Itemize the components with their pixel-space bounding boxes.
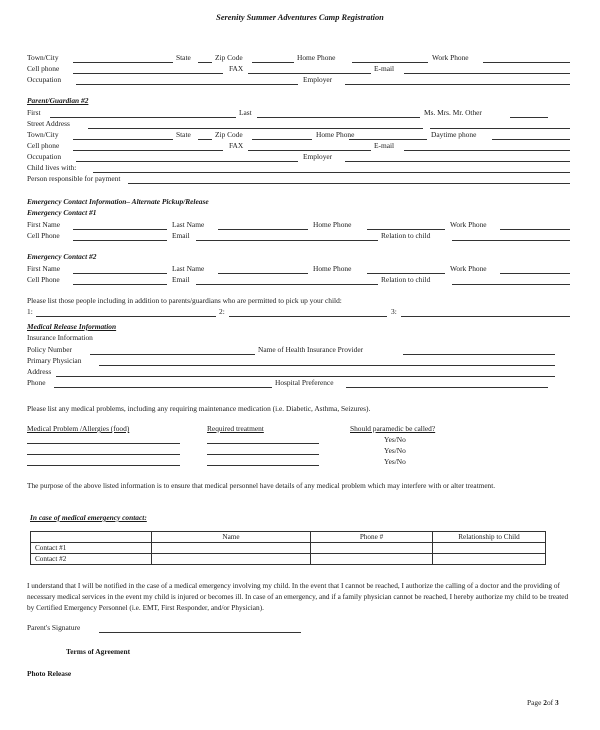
pickup-1-field[interactable]: [36, 316, 216, 317]
c2-cell-field[interactable]: [73, 284, 167, 285]
page-number: [527, 698, 559, 708]
page-current: 2: [543, 698, 547, 707]
table-cell[interactable]: [311, 554, 433, 565]
c2-email-label: Email: [172, 275, 190, 284]
table-cell[interactable]: [433, 554, 546, 565]
g2-town-field[interactable]: [73, 139, 173, 140]
cell-field[interactable]: [73, 73, 223, 74]
c1-relation-label: Relation to child: [381, 231, 431, 240]
g2-first-field[interactable]: [50, 117, 236, 118]
g2-honorifics: Ms. Mrs. Mr. Other: [424, 108, 482, 117]
page-of: of: [546, 698, 554, 707]
c2-relation-field[interactable]: [452, 284, 570, 285]
g2-cell-field[interactable]: [73, 150, 223, 151]
medical-phone-field[interactable]: [54, 387, 272, 388]
table-header-cell: Name: [152, 532, 311, 543]
g2-home-phone-field[interactable]: [349, 139, 427, 140]
c2-last-label: Last Name: [172, 264, 205, 273]
employer-label: Employer: [303, 75, 333, 84]
g2-daytime-field[interactable]: [492, 139, 570, 140]
g2-zip-label: Zip Code: [215, 130, 243, 139]
g2-employer-field[interactable]: [345, 161, 570, 162]
g2-daytime-label: Daytime phone: [431, 130, 477, 139]
table-row: [31, 554, 546, 565]
c1-work-label: Work Phone: [450, 220, 487, 229]
g2-street-field[interactable]: [88, 128, 423, 129]
form-title: Serenity Summer Adventures Camp Registration: [216, 13, 384, 22]
guardian2-heading: Parent/Guardian #2: [27, 96, 89, 105]
g2-zip-field[interactable]: [252, 139, 312, 140]
town-field[interactable]: [73, 62, 173, 63]
g2-first-label: First: [27, 108, 41, 117]
child-lives-field[interactable]: [93, 172, 570, 173]
contact1-heading: Emergency Contact #1: [27, 208, 97, 217]
town-label: Town/City: [27, 53, 59, 62]
g2-fax-field[interactable]: [248, 150, 371, 151]
table-cell[interactable]: [152, 543, 311, 554]
g2-state-label: State: [176, 130, 191, 139]
problem-field-2[interactable]: [27, 454, 180, 455]
purpose-paragraph: The purpose of the above listed information is to ensure that medical personnel have details of any medical problem which may interfere with or alter treatment.: [27, 481, 496, 490]
c2-relation-label: Relation to child: [381, 275, 431, 284]
c1-work-field[interactable]: [500, 229, 570, 230]
g2-town-label: Town/City: [27, 130, 59, 139]
medical-heading: Medical Release Information: [27, 322, 117, 331]
c2-home-field[interactable]: [367, 273, 445, 274]
c1-first-label: First Name: [27, 220, 61, 229]
g2-cell-label: Cell phone: [27, 141, 60, 150]
occupation-field[interactable]: [76, 84, 298, 85]
signature-label: Parent's Signature: [27, 623, 81, 632]
address-label: Address: [27, 367, 52, 376]
employer-field[interactable]: [345, 84, 570, 85]
g2-email-field[interactable]: [404, 150, 570, 151]
page-label: Page: [527, 698, 542, 707]
home-phone-field[interactable]: [352, 62, 428, 63]
treatment-field-2[interactable]: [207, 454, 319, 455]
policy-label: Policy Number: [27, 345, 72, 354]
table-cell[interactable]: [152, 554, 311, 565]
table-header-cell: Phone #: [311, 532, 433, 543]
g2-last-field[interactable]: [257, 117, 420, 118]
g2-fax-label: FAX: [229, 141, 244, 150]
home-phone-label: Home Phone: [297, 53, 336, 62]
state-field[interactable]: [198, 62, 212, 63]
payment-label: Person responsible for payment: [27, 174, 121, 183]
physician-field[interactable]: [99, 365, 555, 366]
c2-work-field[interactable]: [500, 273, 570, 274]
table-cell[interactable]: [311, 543, 433, 554]
terms-heading: Terms of Agreement: [66, 647, 131, 656]
child-lives-label: Child lives with:: [27, 163, 77, 172]
c2-first-field[interactable]: [73, 273, 167, 274]
treatment-field-1[interactable]: [207, 443, 319, 444]
paramedic-col-header: Should paramedic be called?: [350, 424, 436, 433]
authorization-paragraph: I understand that I will be notified in the case of a medical emergency involving my child. In the event that I cannot be reached, I authorize the calling of a doctor and the providing of necessary medical services in the event my child is injured or becomes ill. In case of an emergency, and if a family physician cannot be reached, I hereby authorize my child to be treated by Certified Emergency Personnel (i.e. EMT, First Responder, and/or Physician).: [27, 581, 569, 612]
zip-label: Zip Code: [215, 53, 243, 62]
pickup-instructions: Please list those people including in addition to parents/guardians who are permitted to pick up your child:: [27, 296, 342, 305]
g2-home-phone-label: Home Phone: [316, 130, 355, 139]
fax-field[interactable]: [248, 73, 371, 74]
hospital-label: Hospital Preference: [275, 378, 334, 387]
c1-cell-field[interactable]: [73, 240, 167, 241]
paramedic-yesno-1[interactable]: Yes/No: [384, 435, 406, 444]
c2-first-label: First Name: [27, 264, 61, 273]
policy-field[interactable]: [90, 354, 255, 355]
g2-street-field-2[interactable]: [430, 128, 570, 129]
medical-phone-label: Phone: [27, 378, 46, 387]
signature-field[interactable]: [99, 632, 301, 633]
g2-street-label: Street Address: [27, 119, 70, 128]
g2-occupation-field[interactable]: [76, 161, 298, 162]
problem-field-1[interactable]: [27, 443, 180, 444]
paramedic-yesno-2[interactable]: Yes/No: [384, 446, 406, 455]
g2-email-label: E-mail: [374, 141, 395, 150]
treatment-field-3[interactable]: [207, 465, 319, 466]
c1-home-label: Home Phone: [313, 220, 352, 229]
state-label: State: [176, 53, 191, 62]
c1-relation-field[interactable]: [452, 240, 570, 241]
table-row: [31, 543, 546, 554]
zip-field[interactable]: [252, 62, 294, 63]
c2-email-field[interactable]: [196, 284, 378, 285]
g2-honorific-field[interactable]: [510, 117, 548, 118]
c1-first-field[interactable]: [73, 229, 167, 230]
email-field[interactable]: [404, 73, 570, 74]
table-header-cell: [31, 532, 152, 543]
contact2-heading: Emergency Contact #2: [27, 252, 97, 261]
table-cell: Contact #1: [31, 543, 152, 554]
insurance-provider-label: Name of Health Insurance Provider: [258, 345, 364, 354]
insurance-label: Insurance Information: [27, 333, 93, 342]
work-phone-field[interactable]: [483, 62, 570, 63]
emergency-contact-table: [30, 531, 546, 565]
paramedic-yesno-3[interactable]: Yes/No: [384, 457, 406, 466]
c1-cell-label: Cell Phone: [27, 231, 60, 240]
fax-label: FAX: [229, 64, 244, 73]
problem-field-3[interactable]: [27, 465, 180, 466]
table-cell: Contact #2: [31, 554, 152, 565]
c2-home-label: Home Phone: [313, 264, 352, 273]
c1-email-label: Email: [172, 231, 190, 240]
c1-last-label: Last Name: [172, 220, 205, 229]
incase-heading: In case of medical emergency contact:: [30, 513, 147, 522]
photo-release-heading: Photo Release: [27, 669, 72, 678]
c1-email-field[interactable]: [196, 240, 378, 241]
pickup-1-label: 1:: [27, 307, 33, 316]
email-label: E-mail: [374, 64, 395, 73]
work-phone-label: Work Phone: [432, 53, 469, 62]
c2-work-label: Work Phone: [450, 264, 487, 273]
payment-field[interactable]: [128, 183, 570, 184]
problems-intro: Please list any medical problems, including any requiring maintenance medication (i.e. Diabetic, Asthma, Seizures).: [27, 404, 371, 413]
insurance-provider-field[interactable]: [403, 354, 555, 355]
c2-last-field[interactable]: [218, 273, 308, 274]
cell-label: Cell phone: [27, 64, 60, 73]
pickup-2-label: 2:: [219, 307, 225, 316]
table-header-cell: Relationship to Child: [433, 532, 546, 543]
physician-label: Primary Physician: [27, 356, 82, 365]
c1-last-field[interactable]: [218, 229, 308, 230]
table-cell[interactable]: [433, 543, 546, 554]
treatment-col-header: Required treatment: [207, 424, 264, 433]
hospital-field[interactable]: [346, 387, 548, 388]
c2-cell-label: Cell Phone: [27, 275, 60, 284]
page-total: 3: [554, 698, 559, 707]
pickup-3-field[interactable]: [401, 316, 570, 317]
medical-address-field[interactable]: [56, 376, 555, 377]
g2-state-field[interactable]: [198, 139, 212, 140]
table-header-row: [31, 532, 546, 543]
g2-last-label: Last: [239, 108, 252, 117]
pickup-2-field[interactable]: [229, 316, 387, 317]
pickup-3-label: 3:: [391, 307, 397, 316]
occupation-label: Occupation: [27, 75, 62, 84]
emergency-heading: Emergency Contact Information– Alternate Pickup/Release: [27, 197, 209, 206]
g2-occupation-label: Occupation: [27, 152, 62, 161]
problem-col-header: Medical Problem /Allergies (food): [27, 424, 130, 433]
g2-employer-label: Employer: [303, 152, 333, 161]
c1-home-field[interactable]: [367, 229, 445, 230]
